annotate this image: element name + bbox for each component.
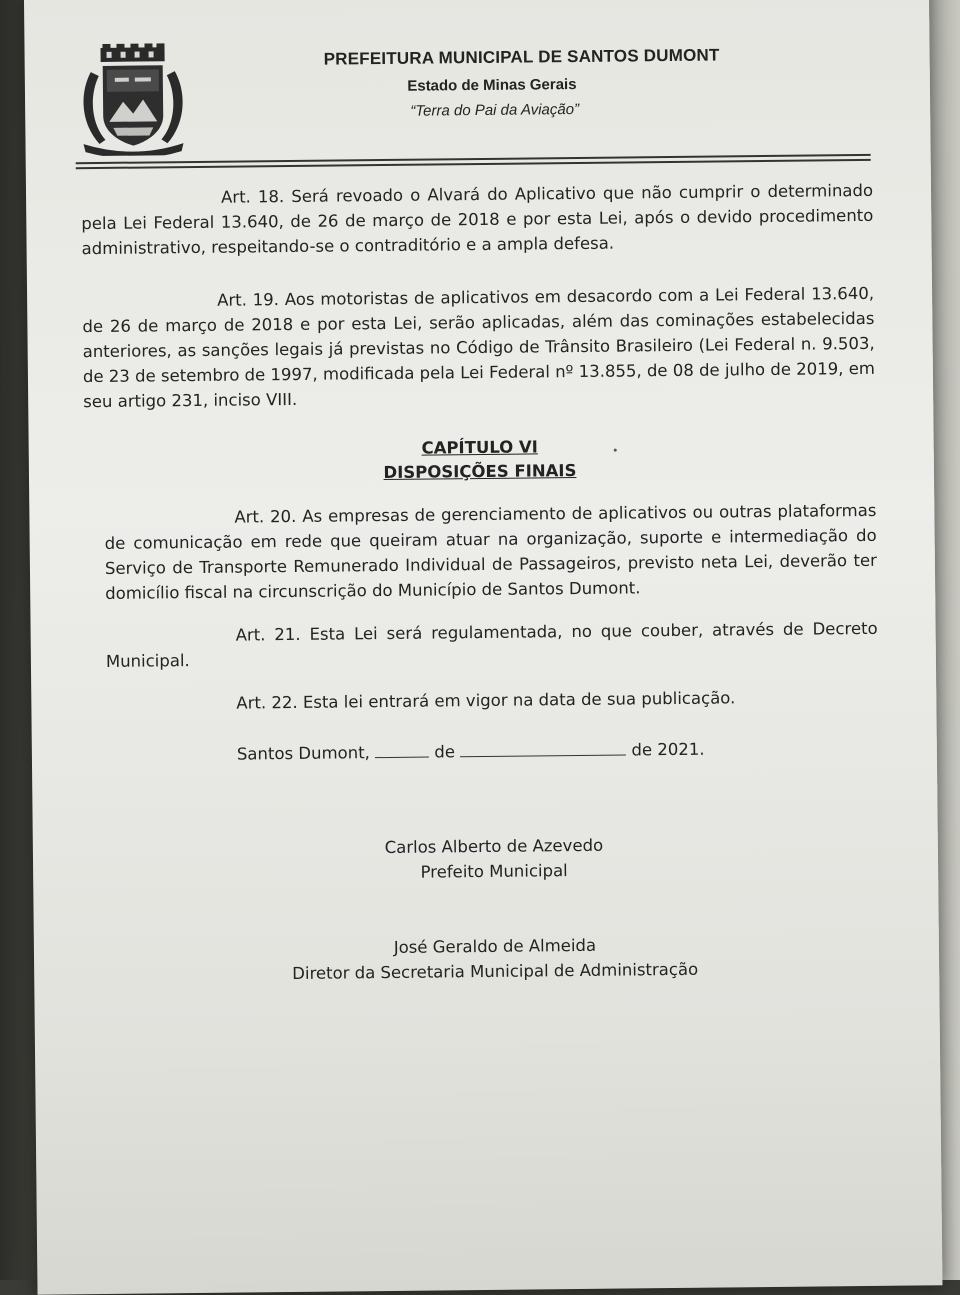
signature-block-director (109, 930, 881, 988)
municipal-coat-of-arms-icon (76, 43, 189, 156)
date-de: de (434, 742, 456, 762)
document-body (81, 178, 881, 988)
document-page (24, 0, 943, 1295)
signatory-name: Carlos Alberto de Azevedo (384, 835, 604, 858)
chapter-heading (84, 432, 876, 488)
article-21: Art. 21. Esta Lei será regulamentada, no que couber, através de Decreto Municipal. (105, 618, 878, 671)
signatory-role: Prefeito Municipal (420, 861, 568, 882)
day-blank (375, 743, 429, 759)
signatory-role: Diretor da Secretaria Municipal de Administração (292, 959, 699, 984)
letterhead-title: PREFEITURA MUNICIPAL DE SANTOS DUMONT (323, 45, 720, 69)
date-line (87, 735, 879, 768)
letterhead-state: Estado de Minas Gerais (407, 75, 577, 95)
date-city: Santos Dumont, (236, 743, 370, 764)
article-18: Art. 18. Será revoado o Alvará do Aplicativo que não cumprir o determinado pela Lei Federal 13.640, de 26 de março de 2018 e por esta Lei, após o devido procedimento administrativo, respeitando-se o contraditório e a ampla defesa. (81, 180, 874, 259)
letterhead (66, 34, 887, 163)
letterhead-motto: “Terra do Pai da Aviação” (410, 100, 580, 120)
article-19: Art. 19. Aos motoristas de aplicativos em desacordo com a Lei Federal 13.640, de 26 de março de 2018 e por esta Lei, serão aplicadas, além das cominações estabelecidas anteriores, as sanções legais já previstas no Código de Trânsito Brasileiro (Lei Federal n. 9.503, de 23 de setembro de 1997, modificada pela Lei Federal nº 13.855, de 08 de julho de 2019, em seu artigo 231, inciso VIII. (82, 283, 875, 412)
date-year: de 2021. (631, 739, 705, 760)
month-blank (460, 740, 626, 757)
ink-dot (614, 449, 617, 452)
article-20: Art. 20. As empresas de gerenciamento de aplicativos ou outras plataformas de comunicação em rede que queiram atuar na organização, suporte e intermediação do Serviço de Transporte Remunerado Individual de Passageiros, previsto neta Lei, deverão ter domicílio fiscal na circunscrição do Município de Santos Dumont. (104, 500, 878, 603)
chapter-number: CAPÍTULO VI (421, 437, 538, 458)
signatory-name: José Geraldo de Almeida (393, 935, 597, 957)
chapter-title: DISPOSIÇÕES FINAIS (383, 461, 577, 483)
signature-block-mayor (108, 830, 880, 888)
article-22: Art. 22. Esta lei entrará em vigor na data de sua publicação. (236, 688, 736, 713)
